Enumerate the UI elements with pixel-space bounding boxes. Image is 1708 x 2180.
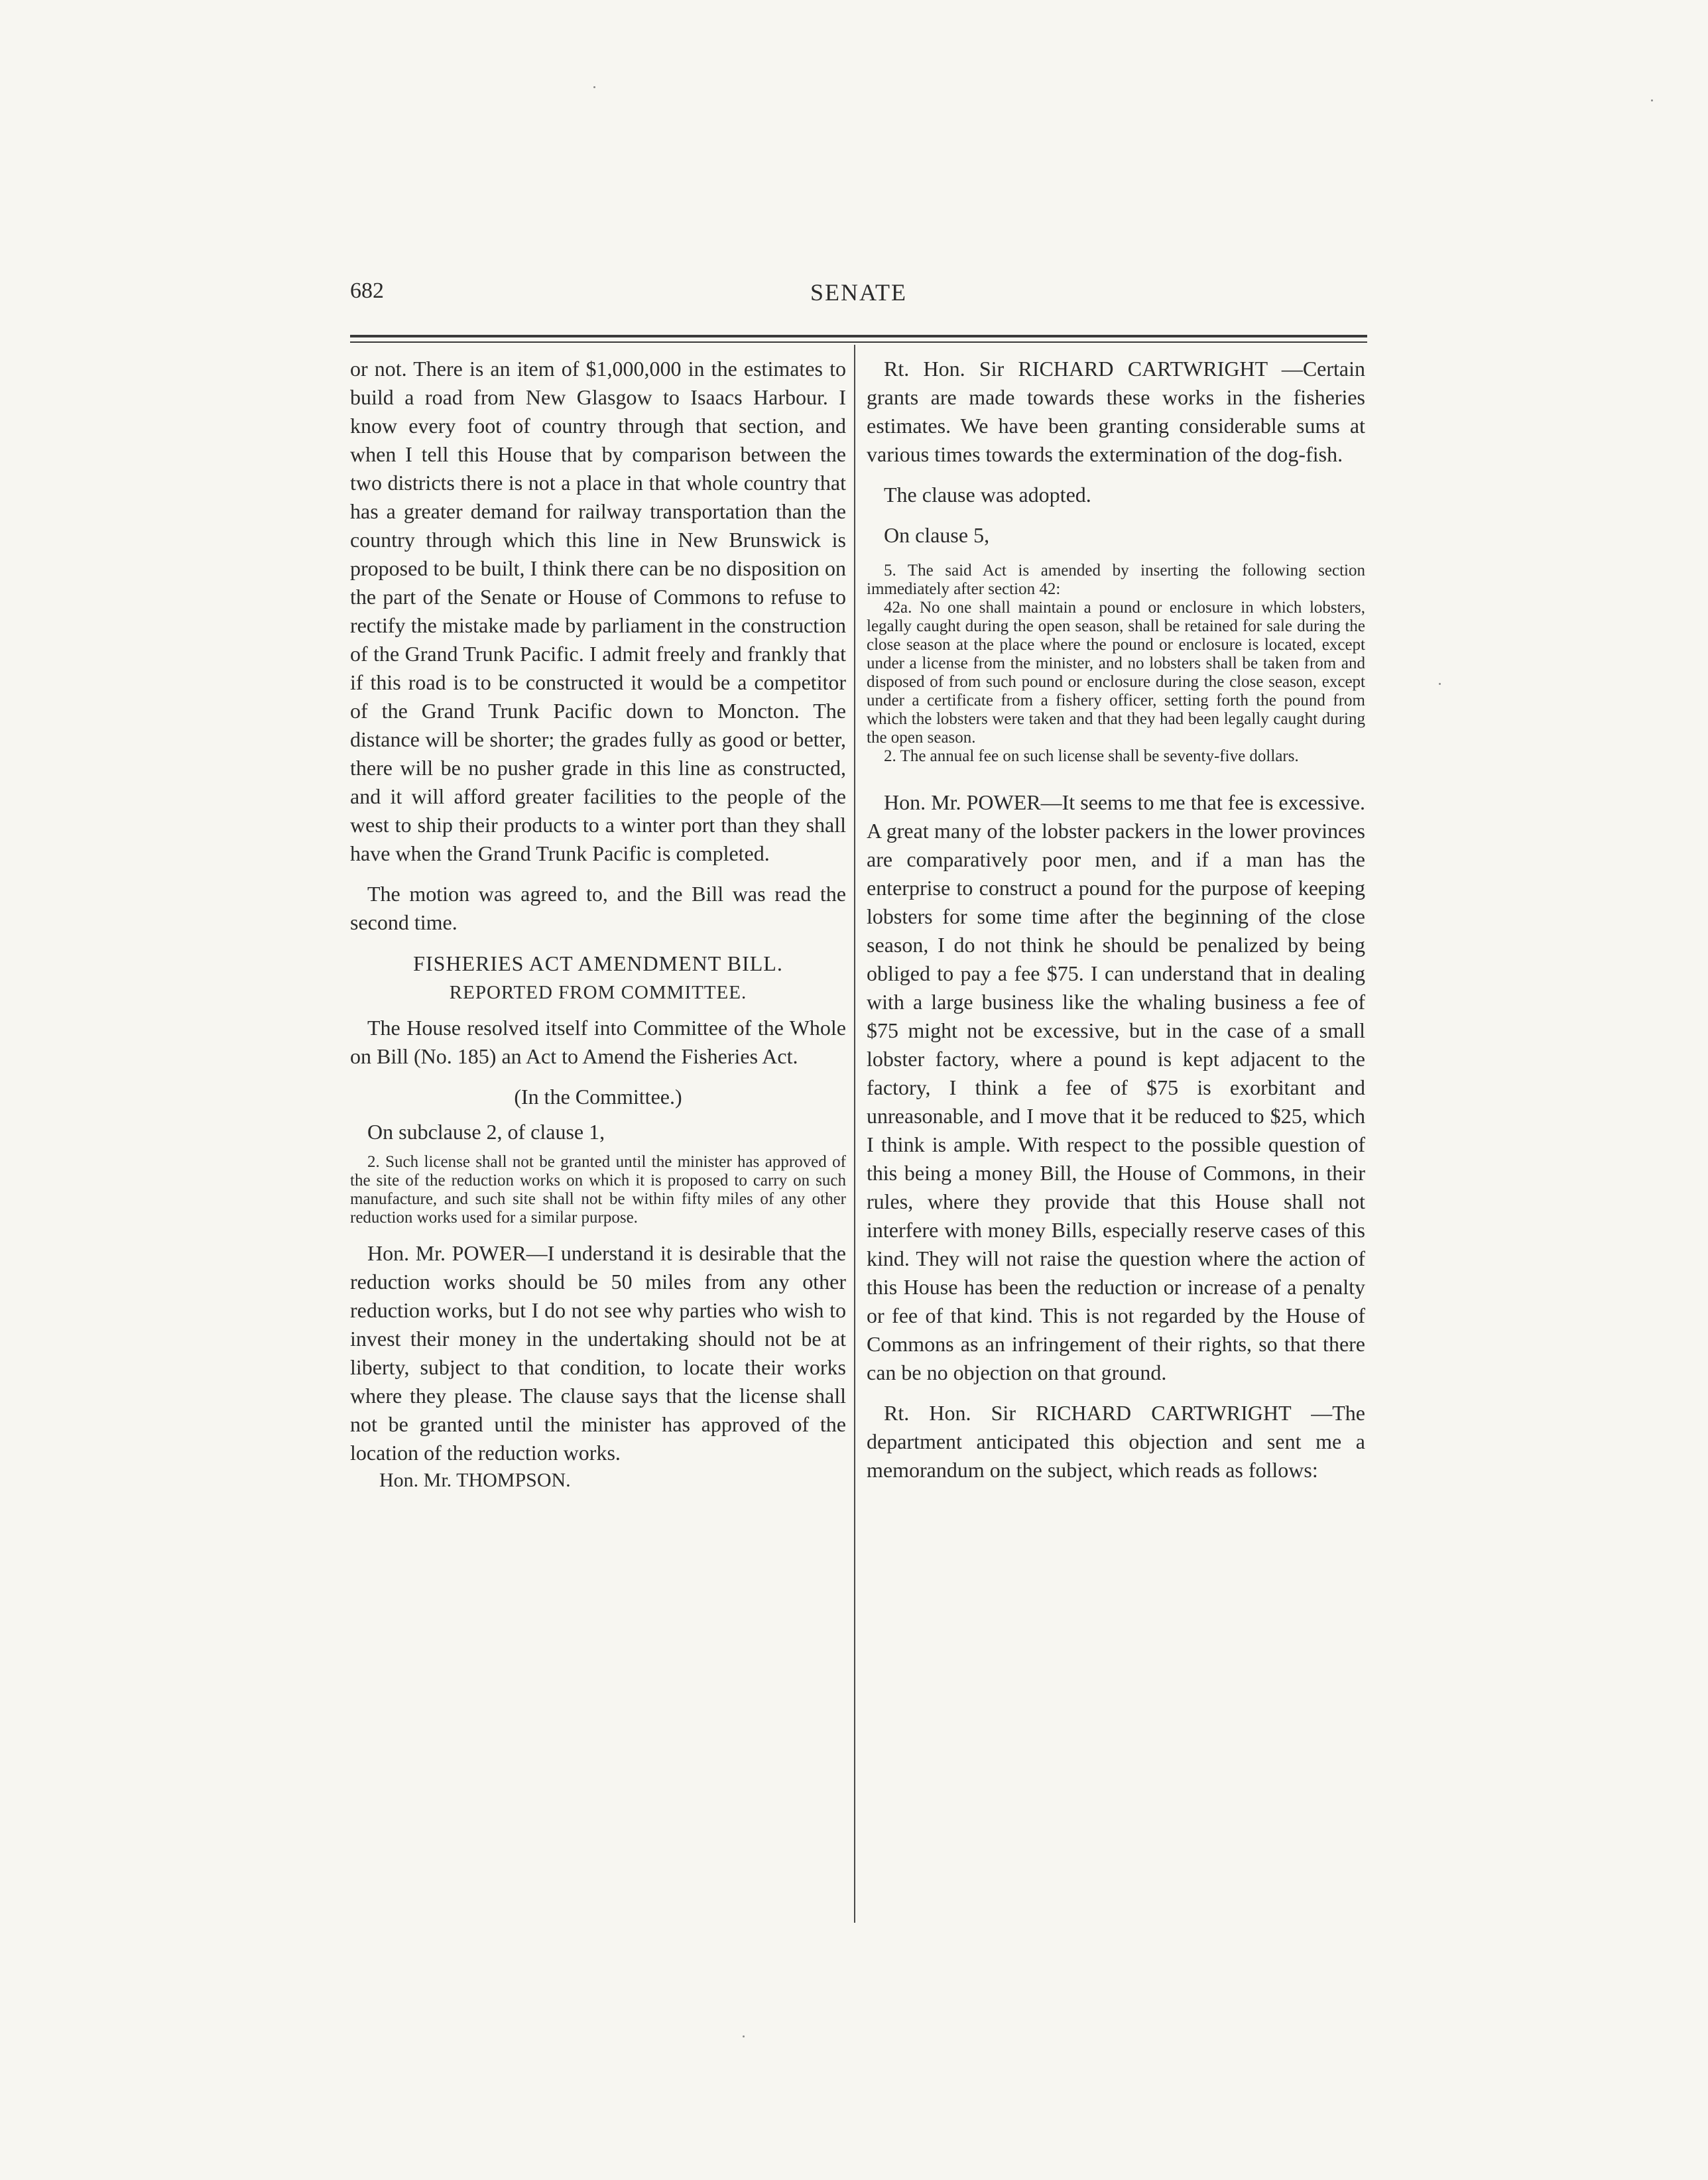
scan-speck xyxy=(743,2035,745,2037)
speaker-signoff: Hon. Mr. THOMPSON. xyxy=(379,1469,571,1491)
scan-speck xyxy=(1439,683,1441,685)
scan-speck xyxy=(593,86,595,88)
paragraph-cartwright-memo: Rt. Hon. Sir RICHARD CARTWRIGHT —The department anticipated this objection and sent me a memorandum on the subject, which reads as follows: xyxy=(867,1401,1365,1482)
paragraph-committee: The House resolved itself into Committee of the Whole on Bill (No. 185) an Act to Amend the Fisheries Act. xyxy=(350,1016,846,1068)
scan-speck xyxy=(1651,99,1653,101)
left-column xyxy=(350,355,846,1494)
header-rule-thin xyxy=(350,341,1367,343)
paragraph-continuation: or not. There is an item of $1,000,000 in the estimates to build a road from New Glasgow to Isaacs Harbour. I know every foot of country through that section, and when I tell this House that by comparison between the two districts there is not a place in that whole country that has a greater demand for railway transportation than the country through which this line in New Brunswick is proposed to be built, I think there can be no disposition on the part of the Senate or House of Commons to refuse to rectify the mistake made by parliament in the construction of the Grand Trunk Pacific. I admit freely and frankly that if this road is to be constructed it would be a competitor of the Grand Trunk Pacific down to Moncton. The distance will be shorter; the grades fully as good or better, there will be no pusher grade in this line as constructed, and it will afford greater facilities to the people of the west to ship their products to a winter port than they shall have when the Grand Trunk Pacific is completed. xyxy=(350,357,846,865)
in-committee-note: (In the Committee.) xyxy=(514,1085,682,1109)
page-header xyxy=(350,278,1367,318)
paragraph-on-clause-5: On clause 5, xyxy=(884,523,990,547)
paragraph-power-fee: Hon. Mr. POWER—It seems to me that fee is excessive. A great many of the lobster packers in the lower provinces are comparatively poor men, and if a man has the enterprise to construct a pound for the purpose of keeping lobsters for some time after the beginning of the close season, I do not think he should be penalized by being obliged to pay a fee $75. I can understand that in dealing with a large business like the whaling business a fee of $75 might not be excessive, but in the case of a small lobster factory, where a pound is kept adjacent to the factory, I think a fee of $75 is exorbitant and unreasonable, and I move that it be reduced to $25, which I think is ample. With respect to the possible question of this being a money Bill, the House of Commons, in their rules, where they provide that this House shall not interfere with money Bills, especially reserve cases of this kind. They will not raise the question where the action of this House has been the reduction or increase of a penalty or fee of that kind. This is not regarded by the House of Commons as an infringement of their rights, so that there can be no objection on that ground. xyxy=(867,790,1365,1384)
section-subheading: REPORTED FROM COMMITTEE. xyxy=(449,982,747,1003)
paragraph-subclause: On subclause 2, of clause 1, xyxy=(367,1120,605,1144)
right-column xyxy=(867,355,1365,1484)
paragraph-clause-adopted: The clause was adopted. xyxy=(884,483,1091,507)
quoted-clause-5: 5. The said Act is amended by inserting the following section immediately after section 42: xyxy=(867,562,1365,598)
quoted-section-42a: 42a. No one shall maintain a pound or enclosure in which lobsters, legally caught during the open season, shall be retained for sale during the close season at the place where the pound or enclosure is located, except under a license from the minister, and no lobsters shall be taken from and disposed of from such pound or enclosure during the close season, except under a certificate from a fishery officer, setting forth the pound from which the lobsters were taken and that they had been legally caught during the open season. xyxy=(867,599,1365,747)
running-head: SENATE xyxy=(810,279,907,306)
paragraph-cartwright-grants: Rt. Hon. Sir RICHARD CARTWRIGHT —Certain grants are made towards these works in the fisheries estimates. We have been granting considerable sums at various times towards the extermination of the dog-fish. xyxy=(867,357,1365,466)
paragraph-motion-agreed: The motion was agreed to, and the Bill was read the second time. xyxy=(350,882,846,934)
page-number: 682 xyxy=(350,278,384,303)
paragraph-power-speech: Hon. Mr. POWER—I understand it is desirable that the reduction works should be 50 miles from any other reduction works, but I do not see why parties who wish to invest their money in the undertaking should not be at liberty, subject to that condition, to locate their works where they please. The clause says that the license shall not be granted until the minister has approved of the location of the reduction works. xyxy=(350,1241,846,1465)
quoted-annual-fee: 2. The annual fee on such license shall be seventy-five dollars. xyxy=(884,747,1299,765)
quoted-subclause: 2. Such license shall not be granted until the minister has approved of the site of the reduction works on which it is proposed to carry on such manufacture, and such site shall not be within fifty miles of any other reduction works used for a similar purpose. xyxy=(350,1153,846,1227)
header-rule xyxy=(350,335,1367,337)
column-divider xyxy=(854,345,855,1923)
section-heading: FISHERIES ACT AMENDMENT BILL. xyxy=(413,951,783,975)
